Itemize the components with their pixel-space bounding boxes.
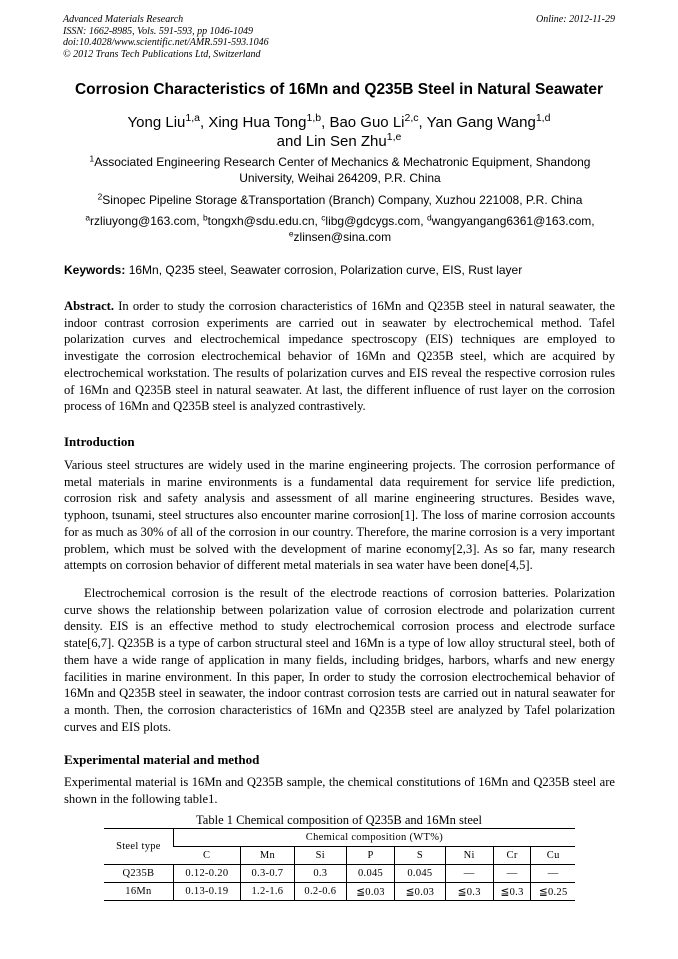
column-header: Si [294, 847, 346, 865]
email-sup: e [288, 228, 294, 239]
author-sup: 1,a [185, 112, 200, 125]
email-link[interactable]: libg@gdcygs.com, [325, 214, 427, 228]
table-cell: ≦0.3 [493, 883, 531, 901]
column-header: P [346, 847, 394, 865]
email-link[interactable]: tongxh@sdu.edu.cn, [207, 214, 322, 228]
email-link[interactable]: wangyangang6361@163.com, [431, 214, 595, 228]
table-group-header: Chemical composition (WT%) [173, 829, 575, 847]
column-header: C [173, 847, 240, 865]
author-name: Yan Gang Wang [426, 114, 536, 131]
author-name: Xing Hua Tong [208, 114, 307, 131]
experimental-heading: Experimental material and method [64, 752, 260, 767]
steel-type-cell: 16Mn [104, 883, 173, 901]
affiliation-sup: 2 [97, 191, 103, 202]
table-cell: — [531, 865, 575, 883]
author-sup: 1,d [535, 112, 551, 125]
table-cell: — [445, 865, 493, 883]
email-sup: a [85, 212, 91, 223]
email-sup: d [426, 212, 432, 223]
table-row [104, 883, 575, 901]
copyright-line: © 2012 Trans Tech Publications Ltd, Switzerland [63, 48, 261, 60]
email-link[interactable]: zlinsen@sina.com [293, 230, 392, 244]
email-link[interactable]: rzliuyong@163.com, [90, 214, 203, 228]
chemical-composition-table [104, 828, 575, 901]
affiliation-text: Associated Engineering Research Center of Mechanics & Mechatronic Equipment, Shandong University, Weihai 264209, P.R. China [94, 155, 591, 185]
table-cell: 0.2-0.6 [294, 883, 346, 901]
author-sup: 1,e [386, 131, 402, 144]
table-cell: 0.13-0.19 [173, 883, 240, 901]
column-header: Ni [445, 847, 493, 865]
column-header: Mn [240, 847, 294, 865]
author-sup: 2,c [404, 112, 419, 125]
table-row-header: Steel type [104, 829, 173, 865]
abstract-text: In order to study the corrosion characteristics of 16Mn and Q235B steel in natural seawater, the indoor contrast corrosion experiments are carried out in seawater by electrochemical method. Tafel polarization curves and electrochemical impedance spectroscopy (EIS) techniques are employed to investigate the corrosion electrochemical behavior of 16Mn and Q235B steel, which are acquired by electrochemical workstation. The results of polarization curves and EIS reveal the respective corrosion rules of 16Mn and Q235B steel in natural seawater. At last, the different influence of rust layer on the corrosion process of 16Mn and Q235B steel is analyzed contrastively. [64, 299, 615, 414]
table-cell: ≦0.03 [395, 883, 445, 901]
abstract [64, 298, 615, 415]
author-name: Bao Guo Li [329, 114, 405, 131]
column-header: Cr [493, 847, 531, 865]
abstract-label: Abstract. [64, 299, 115, 313]
table-cell: 0.3 [294, 865, 346, 883]
steel-type-cell: Q235B [104, 865, 173, 883]
experimental-paragraph-1: Experimental material is 16Mn and Q235B sample, the chemical constitutions of 16Mn and Q235B steel are shown in the following table1. [64, 775, 615, 806]
table-row [104, 865, 575, 883]
table-cell: 1.2-1.6 [240, 883, 294, 901]
table-cell: 0.3-0.7 [240, 865, 294, 883]
issn-line: ISSN: 1662-8985, Vols. 591-593, pp 1046-1049 [63, 25, 253, 37]
journal-header [63, 14, 615, 60]
table-cell: — [493, 865, 531, 883]
affiliation-text: Sinopec Pipeline Storage &Transportation (Branch) Company, Xuzhou 221008, P.R. China [102, 193, 583, 207]
author-name: Lin Sen Zhu [305, 133, 387, 150]
paper-title: Corrosion Characteristics of 16Mn and Q235B Steel in Natural Seawater [74, 81, 604, 98]
keywords [64, 263, 616, 277]
affiliation-1 [64, 154, 616, 186]
introduction-paragraph-2: Electrochemical corrosion is the result of the electrode reactions of corrosion batteries. Polarization curve shows the relationship between polarization value of corrosion electrode and polarization current density. EIS is an effective method to study electrochemical corrosion process and electrode surface state[6,7]. Q235B is a type of carbon structural steel and 16Mn is a type of low alloy structural steel, both of them have a wide range of application in many fields, including bridges, harbors, wharfs and new energy facilities in marine environment. In this paper, In order to study the corrosion electrochemical behavior of 16Mn and Q235B steel in seawater, the indoor contrast corrosion tests are carried out in natural seawater for a month. Then, the corrosion characteristics of 16Mn and Q235B steel are analyzed by Tafel polarization curves and EIS plots. [64, 586, 615, 734]
email-list [64, 213, 616, 245]
table-cell: 0.045 [395, 865, 445, 883]
affiliation-sup: 1 [89, 153, 95, 164]
table-cell: 0.045 [346, 865, 394, 883]
table-column-headers [104, 847, 575, 865]
email-sup: b [202, 212, 208, 223]
author-name: Yong Liu [127, 114, 186, 131]
column-header: Cu [531, 847, 575, 865]
table-caption: Table 1 Chemical composition of Q235B and 16Mn steel [196, 813, 482, 827]
journal-name: Advanced Materials Research [63, 14, 184, 25]
email-sup: c [321, 212, 326, 223]
table-cell: 0.12-0.20 [173, 865, 240, 883]
doi-line[interactable]: doi:10.4028/www.scientific.net/AMR.591-593.1046 [63, 37, 269, 48]
table-cell: ≦0.25 [531, 883, 575, 901]
author-list: Yong Liu$^{1,a}$, Xing Hua Tong$^{1,b}$, Bao Guo Li$^{2,c}$, Yan Gang Wang$^{1,d}$ and Lin Sen Zhu$^{1,e}$ [127, 112, 551, 150]
table-cell: ≦0.3 [445, 883, 493, 901]
author-sup: 1,b [306, 112, 322, 125]
introduction-paragraph-1: Various steel structures are widely used in the marine engineering projects. The corrosion performance of metal materials in marine environments is a fundamental data requirement for service life prediction, corrosion risk and safety analysis and assessment of all marine engineering structures. Besides wave, typhoon, tsunami, steel structures also encounter marine corrosion[1]. The loss of marine corrosion accounts for as much as 30% of all of the corrosion in our country. Therefore, the marine corrosion is a very important problem, which must be solved with the development of marine economy[2,3]. As so far, many research attempts on corrosion behavior of different metal materials in sea water have been done[4,5]. [64, 458, 615, 573]
keywords-text: 16Mn, Q235 steel, Seawater corrosion, Polarization curve, EIS, Rust layer [128, 263, 523, 277]
keywords-label: Keywords: [64, 263, 126, 277]
introduction-heading: Introduction [64, 434, 135, 449]
online-date: Online: 2012-11-29 [536, 14, 615, 25]
column-header: S [395, 847, 445, 865]
affiliation-2 [64, 192, 616, 208]
table-cell: ≦0.03 [346, 883, 394, 901]
